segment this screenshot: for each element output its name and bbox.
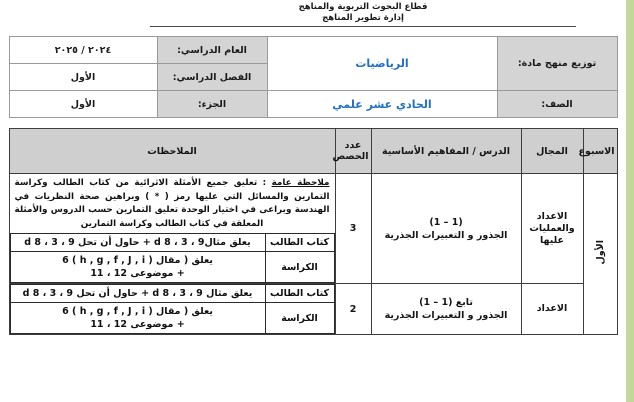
course-info-table [9, 36, 618, 118]
table-row [9, 284, 617, 335]
cell-period-count: 3 [335, 174, 371, 284]
lesson-title: الجذور و التعبيرات الجذرية [384, 310, 508, 321]
column-header-week: الاسبوع [583, 129, 617, 174]
cell-week [583, 174, 617, 335]
cell-lesson [371, 284, 521, 335]
table-row [9, 174, 617, 284]
exercise-table [10, 233, 335, 283]
general-note-label: ملاحظة عامة [271, 178, 330, 188]
exercise-detail-line1: يعلق مثال9 ، d 8 ، 3 + حاول أن تحل 9 ، d 8 ، 3 [24, 237, 251, 248]
lesson-code: تابع (1 – 1) [419, 297, 473, 308]
header-line-sector: قطاع البحوث التربوية والمناهج [298, 2, 428, 12]
table-row [9, 91, 617, 118]
column-header-period-count-line1: عدد [344, 140, 362, 151]
info-data-semester: الأول [9, 64, 157, 91]
domain-line1: الاعداد [536, 303, 568, 314]
general-note-text: : تعليق جميع الأمثلة الاثرائية من كتاب الطالب وكراسة التمارين والمسائل التي عليها رمز ( * ) وبراهين صحة النظريات في الهندسة ويراعى في اختيار الوحدة تعليق التمارين حسب الدروس والأمثلة المعلقة في كتاب الطالب وكراسة التمارين [14, 178, 330, 229]
info-key-part: الجزء: [157, 91, 267, 118]
column-header-lesson: الدرس / المفاهيم الأساسية [371, 129, 521, 174]
exercise-source-label: كتاب الطالب [265, 285, 334, 303]
lesson-code: (1 – 1) [429, 216, 463, 228]
cell-notes [9, 174, 335, 284]
domain-line1: الاعداد [536, 210, 568, 222]
table-row [10, 285, 334, 303]
exercise-source-label: الكراسة [265, 252, 334, 283]
exercise-detail [10, 303, 265, 334]
column-header-period-count [332, 129, 371, 174]
lesson-title: الجذور و التعبيرات الجذرية [384, 229, 508, 241]
curriculum-plan-table [9, 128, 618, 335]
exercise-detail-line1: يعلق مثال 9 ، d 8 ، 3 + حاول أن تحل 9 ، d 8 ، 3 [22, 288, 253, 299]
column-header-domain: المجال [521, 129, 583, 174]
week-label: الأول [594, 240, 606, 265]
info-data-part: الأول [9, 91, 157, 118]
page-edge-strip [626, 0, 634, 402]
cell-domain [521, 284, 583, 335]
exercise-detail [10, 234, 265, 252]
plan-table-header-row [9, 129, 617, 174]
header-rule [150, 26, 576, 27]
exercise-table [10, 284, 335, 334]
cell-period-count: 2 [335, 284, 371, 335]
exercise-source-label: الكراسة [265, 303, 334, 334]
info-label-subject: توزيع منهج مادة: [497, 37, 617, 91]
info-value-subject: الرياضيات [267, 37, 497, 91]
info-key-academic-year: العام الدراسي: [157, 37, 267, 64]
info-value-grade: الحادي عشر علمي [267, 91, 497, 118]
general-note [10, 174, 335, 233]
exercise-detail-line2: + موضوعى 12 ، 11 [90, 268, 185, 279]
column-header-notes: الملاحظات [9, 129, 335, 174]
exercise-source-label: كتاب الطالب [265, 234, 334, 252]
table-row [9, 37, 617, 64]
document-header [140, 0, 586, 27]
exercise-detail-line1: يعلق ( مقال ( h , g , f , J , i ) 6 [62, 255, 213, 266]
exercise-detail-line1: يعلق ( مقال ( h , g , f , J , i ) 6 [62, 306, 213, 317]
table-row [10, 252, 334, 283]
table-row [10, 234, 334, 252]
exercise-detail [10, 252, 265, 283]
header-line-department: إدارة تطوير المناهج [322, 12, 404, 23]
cell-domain [521, 174, 583, 284]
info-key-semester: الفصل الدراسي: [157, 64, 267, 91]
domain-line3: عليها [539, 234, 565, 246]
table-row [10, 303, 334, 334]
exercise-detail-line2: + موضوعى 12 ، 11 [90, 319, 185, 330]
domain-line2: والعمليات [529, 222, 575, 234]
cell-lesson [371, 174, 521, 284]
info-label-grade: الصف: [497, 91, 617, 118]
info-data-academic-year: ٢٠٢٤ / ٢٠٢٥ [9, 37, 157, 64]
cell-notes [9, 284, 335, 335]
exercise-detail [10, 285, 265, 303]
column-header-period-count-line2: الحصص [332, 151, 369, 162]
